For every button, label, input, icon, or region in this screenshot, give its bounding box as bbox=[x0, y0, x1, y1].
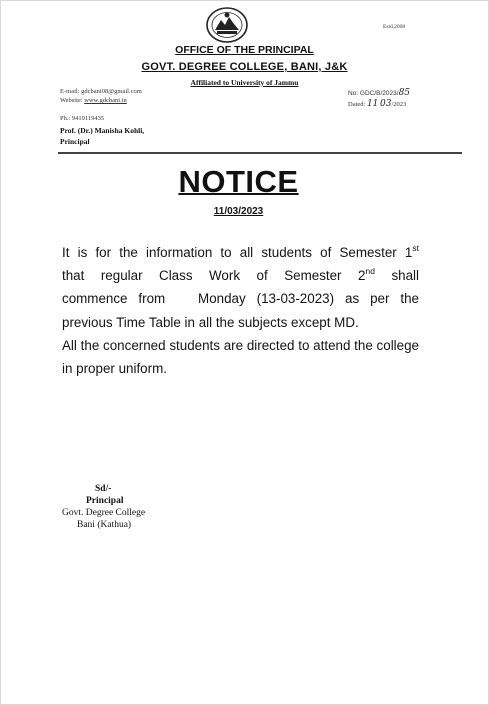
signature-designation: Principal bbox=[86, 496, 124, 506]
notice-paragraph-2: All the concerned students are directed to attend the college in proper uniform. bbox=[62, 337, 419, 377]
notice-line-1: It is for the information to all students of Semester 1st bbox=[62, 243, 419, 260]
affiliation: Affiliated to University of Jammu bbox=[190, 78, 299, 87]
notice-line-3: commence from Monday (13-03-2023) as per the bbox=[62, 291, 419, 307]
reference-label: No: GDC/B/2023/ bbox=[348, 90, 399, 97]
email-address: E-mail: gdcbani08@gmail.com bbox=[60, 88, 142, 95]
dated-year: /2023 bbox=[391, 101, 407, 108]
notice-title: NOTICE bbox=[178, 164, 299, 199]
phone-number: Ph.: 9419119435 bbox=[60, 115, 105, 122]
reference-handwritten: 85 bbox=[398, 88, 411, 98]
principal-name: Prof. (Dr.) Manisha Kohli, bbox=[60, 126, 145, 135]
college-name: GOVT. DEGREE COLLEGE, BANI, J&K bbox=[141, 61, 348, 73]
dated-month: 03 bbox=[380, 99, 392, 109]
signature-college: Govt. Degree College bbox=[62, 508, 146, 518]
notice-line-2: that regular Class Work of Semester 2nd shall bbox=[62, 266, 419, 284]
signature-sd: Sd/- bbox=[95, 484, 112, 494]
office-heading: OFFICE OF THE PRINCIPAL bbox=[175, 44, 314, 56]
website-link[interactable]: www.gdcbani.in bbox=[84, 97, 127, 104]
principal-title: Principal bbox=[60, 137, 90, 146]
notice-line-4: previous Time Table in all the subjects except MD. bbox=[62, 314, 359, 330]
notice-date: 11/03/2023 bbox=[213, 206, 264, 217]
signature-place: Bani (Kathua) bbox=[77, 520, 132, 530]
established-year: Estd.2008 bbox=[383, 24, 406, 30]
dated-day: 11 bbox=[366, 99, 379, 109]
dated-label: Dated: bbox=[348, 101, 366, 108]
website-label: Website: bbox=[60, 97, 83, 104]
